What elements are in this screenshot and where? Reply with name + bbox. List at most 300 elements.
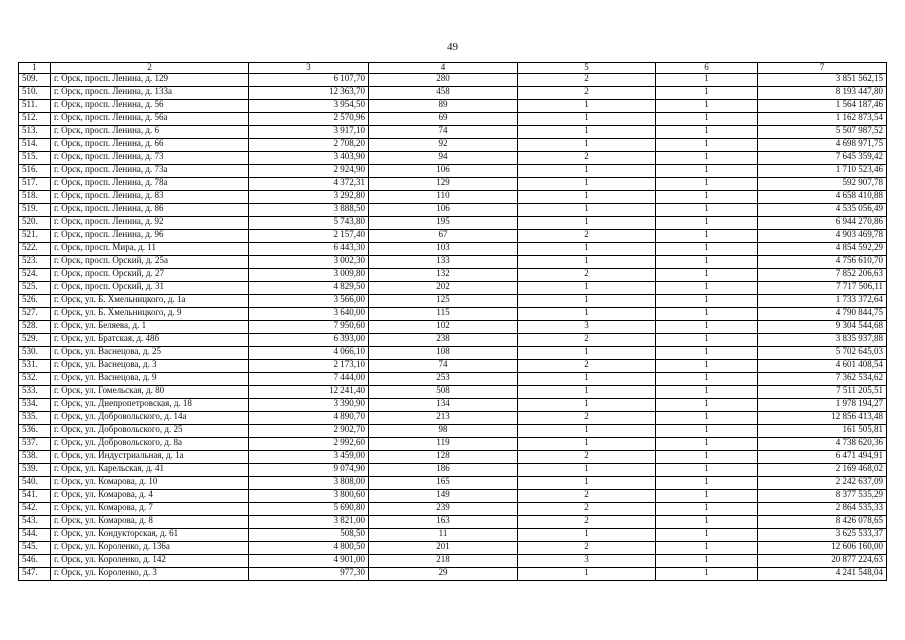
table-cell: 1 — [518, 139, 656, 152]
table-cell: 2 708,20 — [249, 139, 369, 152]
table-cell: 1 — [518, 399, 656, 412]
table-cell: 8 193 447,80 — [758, 87, 887, 100]
table-row — [19, 113, 887, 126]
table-cell: 2 992,60 — [249, 438, 369, 451]
table-cell: 2 — [518, 542, 656, 555]
table-cell: 1 — [656, 477, 758, 490]
table-cell: г. Орск, просп. Ленина, д. 92 — [51, 217, 249, 230]
table-cell: 4 854 592,29 — [758, 243, 887, 256]
table-cell: 1 — [656, 243, 758, 256]
table-cell: 514. — [19, 139, 51, 152]
table-cell: 2 — [518, 412, 656, 425]
table-cell: 195 — [369, 217, 518, 230]
table-cell: 1 — [518, 295, 656, 308]
table-cell: 92 — [369, 139, 518, 152]
table-cell: 524. — [19, 269, 51, 282]
table-cell: г. Орск, просп. Орский, д. 31 — [51, 282, 249, 295]
table-cell: 1 — [656, 360, 758, 373]
table-cell: 2 — [518, 360, 656, 373]
table-cell: 1 978 194,27 — [758, 399, 887, 412]
table-row — [19, 165, 887, 178]
table-row — [19, 386, 887, 399]
table-cell: 161 505,81 — [758, 425, 887, 438]
table-cell: 67 — [369, 230, 518, 243]
table-cell: г. Орск, просп. Мира, д. 11 — [51, 243, 249, 256]
table-cell: 3 888,50 — [249, 204, 369, 217]
table-cell: 149 — [369, 490, 518, 503]
table-cell: г. Орск, ул. Добровольского, д. 8а — [51, 438, 249, 451]
table-cell: 4 658 410,88 — [758, 191, 887, 204]
table-cell: 1 — [518, 113, 656, 126]
table-cell: 1 — [656, 438, 758, 451]
table-cell: 4 829,50 — [249, 282, 369, 295]
table-cell: 1 — [518, 464, 656, 477]
table-cell: 1 — [656, 139, 758, 152]
table-cell: 218 — [369, 555, 518, 568]
table-cell: 125 — [369, 295, 518, 308]
table-cell: 2 — [518, 230, 656, 243]
table-row — [19, 347, 887, 360]
table-cell: г. Орск, ул. Добровольского, д. 25 — [51, 425, 249, 438]
table-cell: 1 — [518, 243, 656, 256]
table-cell: 4 790 844,75 — [758, 308, 887, 321]
table-cell: 1 — [656, 100, 758, 113]
table-cell: 592 907,78 — [758, 178, 887, 191]
table-row — [19, 399, 887, 412]
table-row — [19, 139, 887, 152]
table-cell: 2 902,70 — [249, 425, 369, 438]
table-cell: 186 — [369, 464, 518, 477]
table-body — [19, 74, 887, 581]
table-row — [19, 308, 887, 321]
table-cell: 508,50 — [249, 529, 369, 542]
table-cell: г. Орск, ул. Комарова, д. 10 — [51, 477, 249, 490]
table-row — [19, 243, 887, 256]
table-cell: г. Орск, ул. Комарова, д. 7 — [51, 503, 249, 516]
table-cell: 1 — [656, 412, 758, 425]
table-cell: г. Орск, ул. Днепропетровская, д. 18 — [51, 399, 249, 412]
table-cell: 1 710 523,46 — [758, 165, 887, 178]
table-cell: 213 — [369, 412, 518, 425]
table-cell: 7 717 506,11 — [758, 282, 887, 295]
table-cell: 3 566,00 — [249, 295, 369, 308]
table-row — [19, 100, 887, 113]
table-cell: 547. — [19, 568, 51, 581]
table-cell: 12 241,40 — [249, 386, 369, 399]
table-row — [19, 74, 887, 87]
table-cell: 535. — [19, 412, 51, 425]
column-header: 1 — [19, 63, 51, 74]
table-cell: г. Орск, просп. Орский, д. 27 — [51, 269, 249, 282]
table-cell: 3 851 562,15 — [758, 74, 887, 87]
table-cell: 119 — [369, 438, 518, 451]
table-cell: 1 — [656, 373, 758, 386]
table-cell: г. Орск, просп. Ленина, д. 133а — [51, 87, 249, 100]
table-row — [19, 477, 887, 490]
table-cell: 2 157,40 — [249, 230, 369, 243]
table-cell: 1 — [656, 451, 758, 464]
table-cell: 516. — [19, 165, 51, 178]
table-cell: 512. — [19, 113, 51, 126]
table-cell: 521. — [19, 230, 51, 243]
table-cell: 202 — [369, 282, 518, 295]
table-cell: г. Орск, просп. Ленина, д. 86 — [51, 204, 249, 217]
table-cell: 2 924,90 — [249, 165, 369, 178]
table-cell: 1 — [518, 529, 656, 542]
table-cell: 102 — [369, 321, 518, 334]
table-cell: 1 — [518, 191, 656, 204]
table-cell: г. Орск, ул. Васнецова, д. 25 — [51, 347, 249, 360]
table-cell: 1 — [656, 204, 758, 217]
table-cell: 2 864 535,33 — [758, 503, 887, 516]
table-cell: 1 — [656, 230, 758, 243]
table-cell: 4 601 408,54 — [758, 360, 887, 373]
table-cell: 2 242 637,09 — [758, 477, 887, 490]
table-row — [19, 516, 887, 529]
table-cell: 3 002,30 — [249, 256, 369, 269]
table-cell: 546. — [19, 555, 51, 568]
table-cell: 4 800,50 — [249, 542, 369, 555]
table-cell: 110 — [369, 191, 518, 204]
table-cell: 1 — [656, 178, 758, 191]
table-cell: 1 — [656, 334, 758, 347]
column-header: 7 — [758, 63, 887, 74]
table-cell: 533. — [19, 386, 51, 399]
table-cell: 534. — [19, 399, 51, 412]
table-cell: 7 444,00 — [249, 373, 369, 386]
table-row — [19, 542, 887, 555]
table-cell: 4 756 610,70 — [758, 256, 887, 269]
table-cell: 525. — [19, 282, 51, 295]
table-cell: 133 — [369, 256, 518, 269]
table-cell: 94 — [369, 152, 518, 165]
table-cell: 280 — [369, 74, 518, 87]
table-cell: 8 377 535,29 — [758, 490, 887, 503]
table-cell: 1 — [518, 165, 656, 178]
table-cell: 4 241 548,04 — [758, 568, 887, 581]
table-cell: 7 852 206,63 — [758, 269, 887, 282]
table-cell: 1 — [656, 191, 758, 204]
table-cell: 128 — [369, 451, 518, 464]
table-cell: 106 — [369, 204, 518, 217]
table-cell: 2 — [518, 503, 656, 516]
table-row — [19, 373, 887, 386]
table-cell: 3 835 937,88 — [758, 334, 887, 347]
table-cell: 1 — [518, 178, 656, 191]
table-cell: 531. — [19, 360, 51, 373]
table-cell: г. Орск, ул. Беляева, д. 1 — [51, 321, 249, 334]
table-cell: 201 — [369, 542, 518, 555]
table-cell: 3 — [518, 321, 656, 334]
table-cell: 515. — [19, 152, 51, 165]
table-row — [19, 230, 887, 243]
table-cell: 1 — [656, 165, 758, 178]
table-row — [19, 191, 887, 204]
table-cell: 519. — [19, 204, 51, 217]
table-cell: г. Орск, просп. Ленина, д. 83 — [51, 191, 249, 204]
table-cell: 3 009,80 — [249, 269, 369, 282]
table-cell: 1 — [518, 386, 656, 399]
table-cell: 9 074,90 — [249, 464, 369, 477]
table-cell: 1 — [656, 269, 758, 282]
table-cell: 540. — [19, 477, 51, 490]
table-cell: г. Орск, просп. Ленина, д. 73 — [51, 152, 249, 165]
table-cell: 7 950,60 — [249, 321, 369, 334]
table-cell: 6 443,30 — [249, 243, 369, 256]
table-cell: 7 511 205,51 — [758, 386, 887, 399]
table-cell: 527. — [19, 308, 51, 321]
table-cell: 545. — [19, 542, 51, 555]
table-row — [19, 295, 887, 308]
table-cell: 1 — [518, 100, 656, 113]
table-cell: 1 — [656, 542, 758, 555]
data-table — [18, 62, 887, 581]
table-cell: 20 877 224,63 — [758, 555, 887, 568]
table-cell: г. Орск, ул. Индустриальная, д. 1а — [51, 451, 249, 464]
table-row — [19, 555, 887, 568]
table-row — [19, 425, 887, 438]
table-cell: 134 — [369, 399, 518, 412]
table-cell: 5 702 645,03 — [758, 347, 887, 360]
table-cell: 1 — [656, 113, 758, 126]
table-cell: 532. — [19, 373, 51, 386]
column-header: 2 — [51, 63, 249, 74]
table-row — [19, 360, 887, 373]
table-cell: 1 — [656, 399, 758, 412]
table-cell: 526. — [19, 295, 51, 308]
table-cell: 3 — [518, 555, 656, 568]
column-header: 5 — [518, 63, 656, 74]
table-cell: 528. — [19, 321, 51, 334]
table-cell: 1 — [518, 126, 656, 139]
table-row — [19, 568, 887, 581]
table-cell: 3 640,00 — [249, 308, 369, 321]
table-cell: 536. — [19, 425, 51, 438]
table-row — [19, 178, 887, 191]
table-row — [19, 321, 887, 334]
table-cell: 4 738 620,36 — [758, 438, 887, 451]
table-cell: 2 — [518, 451, 656, 464]
table-cell: 12 856 413,48 — [758, 412, 887, 425]
header-row — [19, 63, 887, 74]
table-cell: 511. — [19, 100, 51, 113]
page-number: 49 — [447, 41, 458, 53]
table-cell: 7 362 534,62 — [758, 373, 887, 386]
table-cell: 129 — [369, 178, 518, 191]
table-cell: 12 606 160,00 — [758, 542, 887, 555]
table-cell: 1 — [656, 295, 758, 308]
table-cell: 3 954,50 — [249, 100, 369, 113]
table-row — [19, 256, 887, 269]
table-cell: 513. — [19, 126, 51, 139]
table-row — [19, 152, 887, 165]
table-cell: 4 890,70 — [249, 412, 369, 425]
table-cell: г. Орск, просп. Ленина, д. 96 — [51, 230, 249, 243]
table-cell: 165 — [369, 477, 518, 490]
table-row — [19, 464, 887, 477]
table-cell: 522. — [19, 243, 51, 256]
table-cell: 1 — [518, 204, 656, 217]
table-cell: 3 625 533,37 — [758, 529, 887, 542]
table-cell: 1 — [656, 490, 758, 503]
table-cell: 4 903 469,78 — [758, 230, 887, 243]
table-cell: 2 — [518, 490, 656, 503]
table-cell: 529. — [19, 334, 51, 347]
table-cell: 239 — [369, 503, 518, 516]
table-cell: 2 — [518, 334, 656, 347]
table-cell: 1 — [656, 217, 758, 230]
table-cell: 1 — [656, 555, 758, 568]
table-row — [19, 451, 887, 464]
table-row — [19, 529, 887, 542]
table-cell: г. Орск, просп. Ленина, д. 73а — [51, 165, 249, 178]
table-cell: 1 — [656, 386, 758, 399]
table-cell: г. Орск, просп. Орский, д. 25а — [51, 256, 249, 269]
table-cell: 3 917,10 — [249, 126, 369, 139]
table-row — [19, 412, 887, 425]
table-cell: 74 — [369, 360, 518, 373]
table-cell: г. Орск, просп. Ленина, д. 56 — [51, 100, 249, 113]
table-cell: 11 — [369, 529, 518, 542]
table-row — [19, 87, 887, 100]
table-cell: 1 — [518, 425, 656, 438]
table-cell: 542. — [19, 503, 51, 516]
table-row — [19, 438, 887, 451]
table-row — [19, 126, 887, 139]
table-cell: 4 698 971,75 — [758, 139, 887, 152]
table-cell: г. Орск, просп. Ленина, д. 78а — [51, 178, 249, 191]
table-row — [19, 503, 887, 516]
table-cell: 115 — [369, 308, 518, 321]
table-cell: 2 — [518, 87, 656, 100]
table-cell: 537. — [19, 438, 51, 451]
table-cell: 6 944 270,86 — [758, 217, 887, 230]
table-cell: 8 426 078,65 — [758, 516, 887, 529]
table-cell: 132 — [369, 269, 518, 282]
table-cell: 520. — [19, 217, 51, 230]
table-cell: г. Орск, ул. Васнецова, д. 3 — [51, 360, 249, 373]
table-cell: 510. — [19, 87, 51, 100]
table-cell: г. Орск, ул. Комарова, д. 8 — [51, 516, 249, 529]
table-cell: 1 564 187,46 — [758, 100, 887, 113]
table-cell: 508 — [369, 386, 518, 399]
table-cell: 1 — [518, 477, 656, 490]
table-cell: 4 066,10 — [249, 347, 369, 360]
table-cell: г. Орск, ул. Добровольского, д. 14а — [51, 412, 249, 425]
table-cell: г. Орск, просп. Ленина, д. 6 — [51, 126, 249, 139]
table-cell: 977,30 — [249, 568, 369, 581]
table-cell: г. Орск, ул. Короленко, д. 136а — [51, 542, 249, 555]
table-cell: г. Орск, просп. Ленина, д. 129 — [51, 74, 249, 87]
table-cell: 89 — [369, 100, 518, 113]
table-cell: 1 — [656, 464, 758, 477]
table-cell: 1 — [518, 217, 656, 230]
table-cell: г. Орск, ул. Короленко, д. 142 — [51, 555, 249, 568]
table-cell: 12 363,70 — [249, 87, 369, 100]
table-cell: 543. — [19, 516, 51, 529]
table-cell: 1 — [518, 568, 656, 581]
table-cell: 1 — [656, 516, 758, 529]
table-cell: 2 — [518, 152, 656, 165]
table-cell: 6 107,70 — [249, 74, 369, 87]
column-header: 3 — [249, 63, 369, 74]
table-cell: 3 403,90 — [249, 152, 369, 165]
table-cell: 3 292,80 — [249, 191, 369, 204]
table-cell: г. Орск, просп. Ленина, д. 66 — [51, 139, 249, 152]
table-cell: 1 — [656, 282, 758, 295]
table-cell: 538. — [19, 451, 51, 464]
table-cell: 1 — [656, 87, 758, 100]
table-cell: 29 — [369, 568, 518, 581]
table-cell: 6 471 494,91 — [758, 451, 887, 464]
table-cell: г. Орск, ул. Б. Хмельницкого, д. 9 — [51, 308, 249, 321]
table-cell: г. Орск, ул. Кондукторская, д. 61 — [51, 529, 249, 542]
table-cell: 1 — [656, 321, 758, 334]
table-row — [19, 490, 887, 503]
table-cell: 523. — [19, 256, 51, 269]
table-cell: 517. — [19, 178, 51, 191]
table-cell: 253 — [369, 373, 518, 386]
table-cell: 1 — [656, 126, 758, 139]
table-cell: 1 — [656, 568, 758, 581]
table-cell: 541. — [19, 490, 51, 503]
table-cell: г. Орск, ул. Б. Хмельницкого, д. 1а — [51, 295, 249, 308]
table-cell: 69 — [369, 113, 518, 126]
table-cell: г. Орск, ул. Короленко, д. 3 — [51, 568, 249, 581]
table-cell: 2 173,10 — [249, 360, 369, 373]
table-cell: 103 — [369, 243, 518, 256]
table-row — [19, 282, 887, 295]
table-cell: 2 — [518, 516, 656, 529]
table-cell: 7 645 359,42 — [758, 152, 887, 165]
table-cell: 163 — [369, 516, 518, 529]
table-cell: 5 743,80 — [249, 217, 369, 230]
table-cell: 9 304 544,68 — [758, 321, 887, 334]
table-cell: 1 — [656, 347, 758, 360]
table-cell: 458 — [369, 87, 518, 100]
table-cell: 3 821,00 — [249, 516, 369, 529]
table-cell: 1 — [656, 256, 758, 269]
table-cell: 509. — [19, 74, 51, 87]
table-row — [19, 269, 887, 282]
table-cell: 2 570,96 — [249, 113, 369, 126]
column-header: 6 — [656, 63, 758, 74]
table-cell: 1 — [518, 282, 656, 295]
table-cell: 1 — [656, 425, 758, 438]
table-cell: 1 — [518, 438, 656, 451]
table-cell: 3 459,00 — [249, 451, 369, 464]
table-cell: г. Орск, ул. Карельская, д. 41 — [51, 464, 249, 477]
table-cell: 106 — [369, 165, 518, 178]
table-cell: 1 162 873,54 — [758, 113, 887, 126]
table-cell: 4 535 056,49 — [758, 204, 887, 217]
table-cell: 3 800,60 — [249, 490, 369, 503]
table-cell: 3 808,00 — [249, 477, 369, 490]
table-cell: 518. — [19, 191, 51, 204]
table-cell: 1 — [656, 503, 758, 516]
table-cell: 1 733 372,64 — [758, 295, 887, 308]
table-cell: г. Орск, ул. Васнецова, д. 9 — [51, 373, 249, 386]
table-row — [19, 204, 887, 217]
table-cell: 4 372,31 — [249, 178, 369, 191]
table-cell: 238 — [369, 334, 518, 347]
table-cell: 108 — [369, 347, 518, 360]
table-cell: 5 690,80 — [249, 503, 369, 516]
table-cell: 74 — [369, 126, 518, 139]
table-cell: 2 — [518, 269, 656, 282]
table-cell: г. Орск, ул. Комарова, д. 4 — [51, 490, 249, 503]
table-cell: г. Орск, ул. Братская, д. 48б — [51, 334, 249, 347]
